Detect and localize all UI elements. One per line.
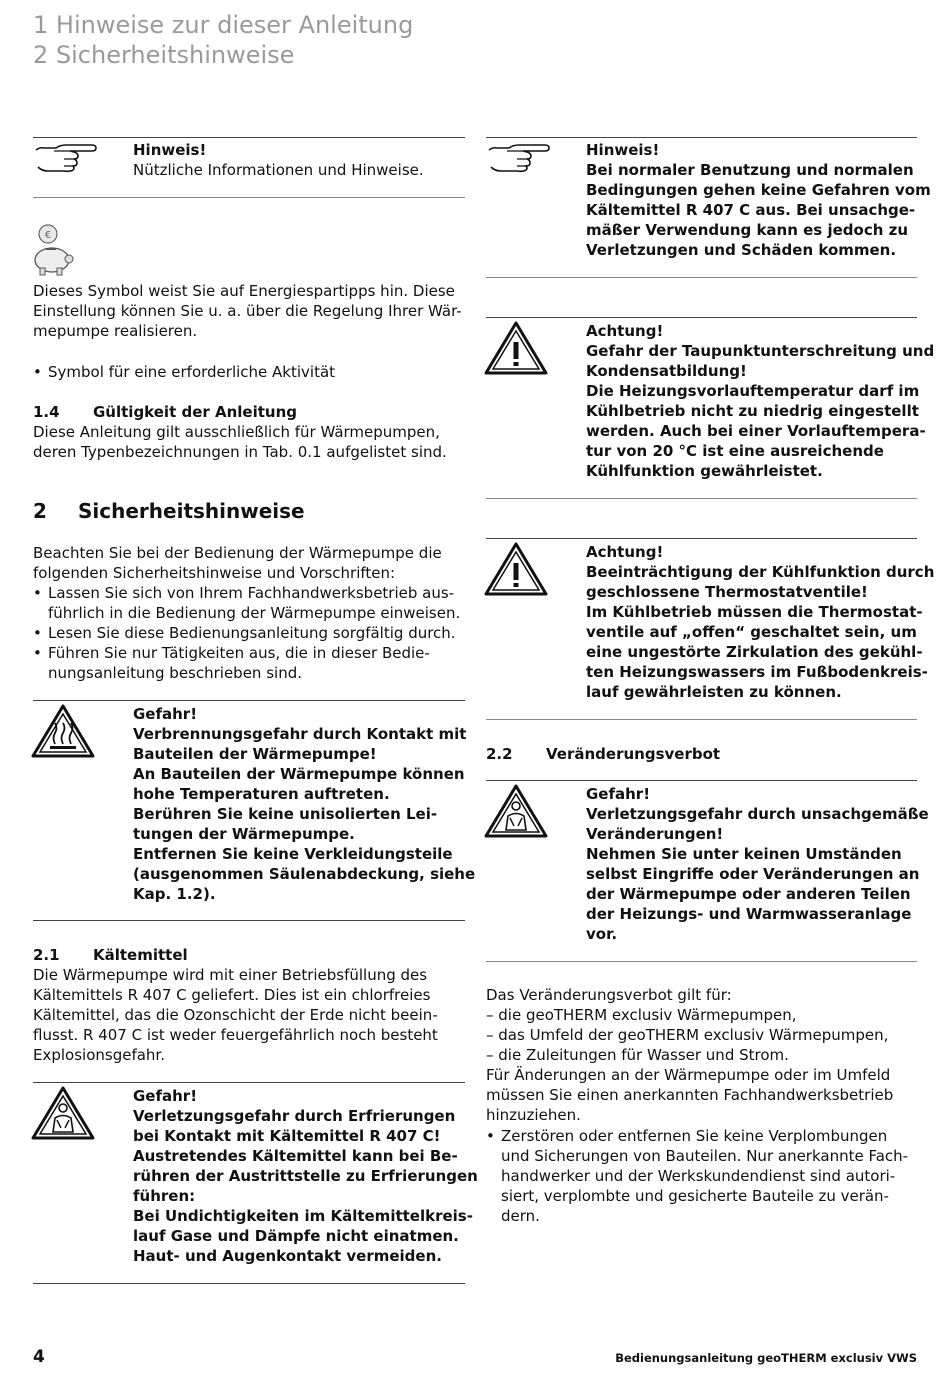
list-item: und Sicherungen von Bauteilen. Nur anerkannte Fach- (501, 1147, 909, 1165)
header-line-2: 2 Sicherheitshinweise (33, 41, 295, 69)
danger-text: tungen der Wärmepumpe. (133, 825, 355, 843)
danger-text: vor. (586, 925, 618, 943)
note-text: Bei normaler Benutzung und normalen (586, 161, 914, 179)
danger-text: Berühren Sie keine unisolierten Lei- (133, 805, 438, 823)
section-2-1-text: Explosionsgefahr. (33, 1046, 165, 1064)
danger-text: bei Kontakt mit Kältemittel R 407 C! (133, 1127, 441, 1145)
section-2-title: Sicherheitshinweise (78, 499, 305, 523)
danger-text: Austretendes Kältemittel kann bei Be- (133, 1147, 458, 1165)
divider (486, 719, 917, 720)
note-text: mäßer Verwendung kann es jedoch zu (586, 221, 909, 239)
divider (33, 700, 465, 701)
danger-text: Haut- und Augenkontakt vermeiden. (133, 1247, 442, 1265)
divider (33, 137, 465, 138)
list-item: Zerstören oder entfernen Sie keine Verplombungen (501, 1127, 888, 1145)
danger-text: rühren der Austrittstelle zu Erfrierungen (133, 1167, 478, 1185)
danger-title: Gefahr! (586, 785, 651, 803)
hot-surface-warning-icon (31, 704, 95, 758)
section-2-intro: folgenden Sicherheitshinweise und Vorschriften: (33, 564, 396, 582)
energy-line-2: Einstellung können Sie u. a. über die Regelung Ihrer Wär- (33, 302, 462, 320)
bullet: • (33, 644, 42, 662)
list-item: siert, verplombte und gesicherte Bauteile zu verän- (501, 1187, 889, 1205)
divider (33, 1283, 465, 1284)
section-2-1-title: Kältemittel (93, 946, 188, 964)
danger-text: Nehmen Sie unter keinen Umständen (586, 845, 902, 863)
danger-text: führen: (133, 1187, 196, 1205)
danger-text: lauf Gase und Dämpfe nicht einatmen. (133, 1227, 459, 1245)
danger-text: der Heizungs- und Warmwasseranlage (586, 905, 912, 923)
danger-text: Kap. 1.2). (133, 885, 216, 903)
danger-title: Gefahr! (133, 1087, 198, 1105)
ban-text: Für Änderungen an der Wärmepumpe oder im Umfeld (486, 1066, 891, 1084)
list-item: Lassen Sie sich von Ihrem Fachhandwerksbetrieb aus- (48, 584, 455, 602)
divider (33, 1082, 465, 1083)
note-title: Hinweis! (586, 141, 660, 159)
list-item: Lesen Sie diese Bedienungsanleitung sorgfältig durch. (48, 624, 456, 642)
section-2-1-number: 2.1 (33, 946, 60, 964)
caution-title: Achtung! (586, 322, 664, 340)
pointing-hand-icon (34, 142, 98, 174)
ban-text: – das Umfeld der geoTHERM exclusiv Wärmepumpen, (486, 1026, 889, 1044)
divider (486, 961, 917, 962)
danger-text: selbst Eingriffe oder Veränderungen an (586, 865, 920, 883)
note-text: Kältemittel R 407 C aus. Bei unsachge- (586, 201, 916, 219)
ban-text: – die geoTHERM exclusiv Wärmepumpen, (486, 1006, 797, 1024)
caution-text: lauf gewährleisten zu können. (586, 683, 842, 701)
divider (486, 137, 917, 138)
section-1-4-title: Gültigkeit der Anleitung (93, 403, 298, 421)
document-title: Bedienungsanleitung geoTHERM exclusiv VWS (615, 1351, 917, 1365)
section-2-2-title: Veränderungsverbot (546, 745, 721, 763)
danger-text: Verletzungsgefahr durch unsachgemäße (586, 805, 929, 823)
danger-text: hohe Temperaturen auftreten. (133, 785, 390, 803)
ban-text: hinzuziehen. (486, 1106, 581, 1124)
divider (33, 920, 465, 921)
note-text: Nützliche Informationen und Hinweise. (133, 161, 424, 179)
danger-text: Verbrennungsgefahr durch Kontakt mit (133, 725, 467, 743)
danger-title: Gefahr! (133, 705, 198, 723)
list-item: Führen Sie nur Tätigkeiten aus, die in dieser Bedie- (48, 644, 430, 662)
section-2-1-text: Kältemittel, das die Ozonschicht der Erde nicht beein- (33, 1006, 438, 1024)
warning-exclamation-icon (484, 542, 548, 596)
page-number: 4 (33, 1347, 45, 1367)
person-warning-icon (484, 784, 548, 838)
piggy-bank-icon (30, 222, 74, 276)
note-text: Bedingungen gehen keine Gefahren vom (586, 181, 931, 199)
bullet: • (33, 363, 42, 381)
ban-text: müssen Sie einen anerkannten Fachhandwerksbetrieb (486, 1086, 894, 1104)
danger-text: Bauteilen der Wärmepumpe! (133, 745, 377, 763)
caution-text: Kühlbetrieb nicht zu niedrig eingestellt (586, 402, 919, 420)
caution-text: Kühlfunktion gewährleistet. (586, 462, 823, 480)
section-2-1-text: Die Wärmepumpe wird mit einer Betriebsfüllung des (33, 966, 428, 984)
caution-text: geschlossene Thermostatventile! (586, 583, 868, 601)
section-2-intro: Beachten Sie bei der Bedienung der Wärmepumpe die (33, 544, 442, 562)
energy-line-3: mepumpe realisieren. (33, 322, 198, 340)
person-warning-icon (31, 1086, 95, 1140)
caution-text: Kondensatbildung! (586, 362, 747, 380)
section-2-1-text: Kältemittels R 407 C geliefert. Dies ist ein chlorfreies (33, 986, 431, 1004)
caution-text: tur von 20 °C ist eine ausreichende (586, 442, 884, 460)
danger-text: Veränderungen! (586, 825, 724, 843)
list-item: dern. (501, 1207, 540, 1225)
section-1-4-number: 1.4 (33, 403, 60, 421)
caution-text: Die Heizungsvorlauftemperatur darf im (586, 382, 920, 400)
danger-text: Bei Undichtigkeiten im Kältemittelkreis- (133, 1207, 473, 1225)
divider (33, 197, 465, 198)
danger-text: Entfernen Sie keine Verkleidungsteile (133, 845, 453, 863)
caution-text: ten Heizungswassers im Fußbodenkreis- (586, 663, 928, 681)
caution-text: werden. Auch bei einer Vorlauftempera- (586, 422, 926, 440)
list-item: handwerker und der Werkskundendienst sind autori- (501, 1167, 896, 1185)
caution-text: ventile auf „offen“ geschaltet sein, um (586, 623, 917, 641)
note-title: Hinweis! (133, 141, 207, 159)
section-2-2-number: 2.2 (486, 745, 513, 763)
ban-text: Das Veränderungsverbot gilt für: (486, 986, 732, 1004)
danger-text: der Wärmepumpe oder anderen Teilen (586, 885, 911, 903)
caution-text: eine ungestörte Zirkulation des gekühl- (586, 643, 923, 661)
caution-text: Gefahr der Taupunktunterschreitung und (586, 342, 935, 360)
section-1-4-text: Diese Anleitung gilt ausschließlich für Wärmepumpen, (33, 423, 440, 441)
pointing-hand-icon (487, 142, 551, 174)
energy-line-1: Dieses Symbol weist Sie auf Energiespartipps hin. Diese (33, 282, 455, 300)
section-1-4-text: deren Typenbezeichnungen in Tab. 0.1 aufgelistet sind. (33, 443, 447, 461)
ban-text: – die Zuleitungen für Wasser und Strom. (486, 1046, 789, 1064)
divider (486, 317, 917, 318)
divider (486, 538, 917, 539)
danger-text: Verletzungsgefahr durch Erfrierungen (133, 1107, 456, 1125)
caution-title: Achtung! (586, 543, 664, 561)
list-item: nungsanleitung beschrieben sind. (48, 664, 302, 682)
divider (486, 277, 917, 278)
activity-text: Symbol für eine erforderliche Aktivität (48, 363, 336, 381)
bullet: • (486, 1127, 495, 1145)
svg-text:€: € (44, 230, 52, 241)
caution-text: Beeinträchtigung der Kühlfunktion durch (586, 563, 935, 581)
danger-text: (ausgenommen Säulenabdeckung, siehe (133, 865, 476, 883)
bullet: • (33, 584, 42, 602)
divider (486, 780, 917, 781)
warning-exclamation-icon (484, 321, 548, 375)
caution-text: Im Kühlbetrieb müssen die Thermostat- (586, 603, 923, 621)
danger-text: An Bauteilen der Wärmepumpe können (133, 765, 465, 783)
note-text: Verletzungen und Schäden kommen. (586, 241, 897, 259)
list-item: führlich in die Bedienung der Wärmepumpe einweisen. (48, 604, 461, 622)
header-line-1: 1 Hinweise zur dieser Anleitung (33, 11, 414, 39)
section-2-1-text: flusst. R 407 C ist weder feuergefährlich noch besteht (33, 1026, 438, 1044)
divider (486, 498, 917, 499)
bullet: • (33, 624, 42, 642)
section-2-number: 2 (33, 499, 47, 523)
